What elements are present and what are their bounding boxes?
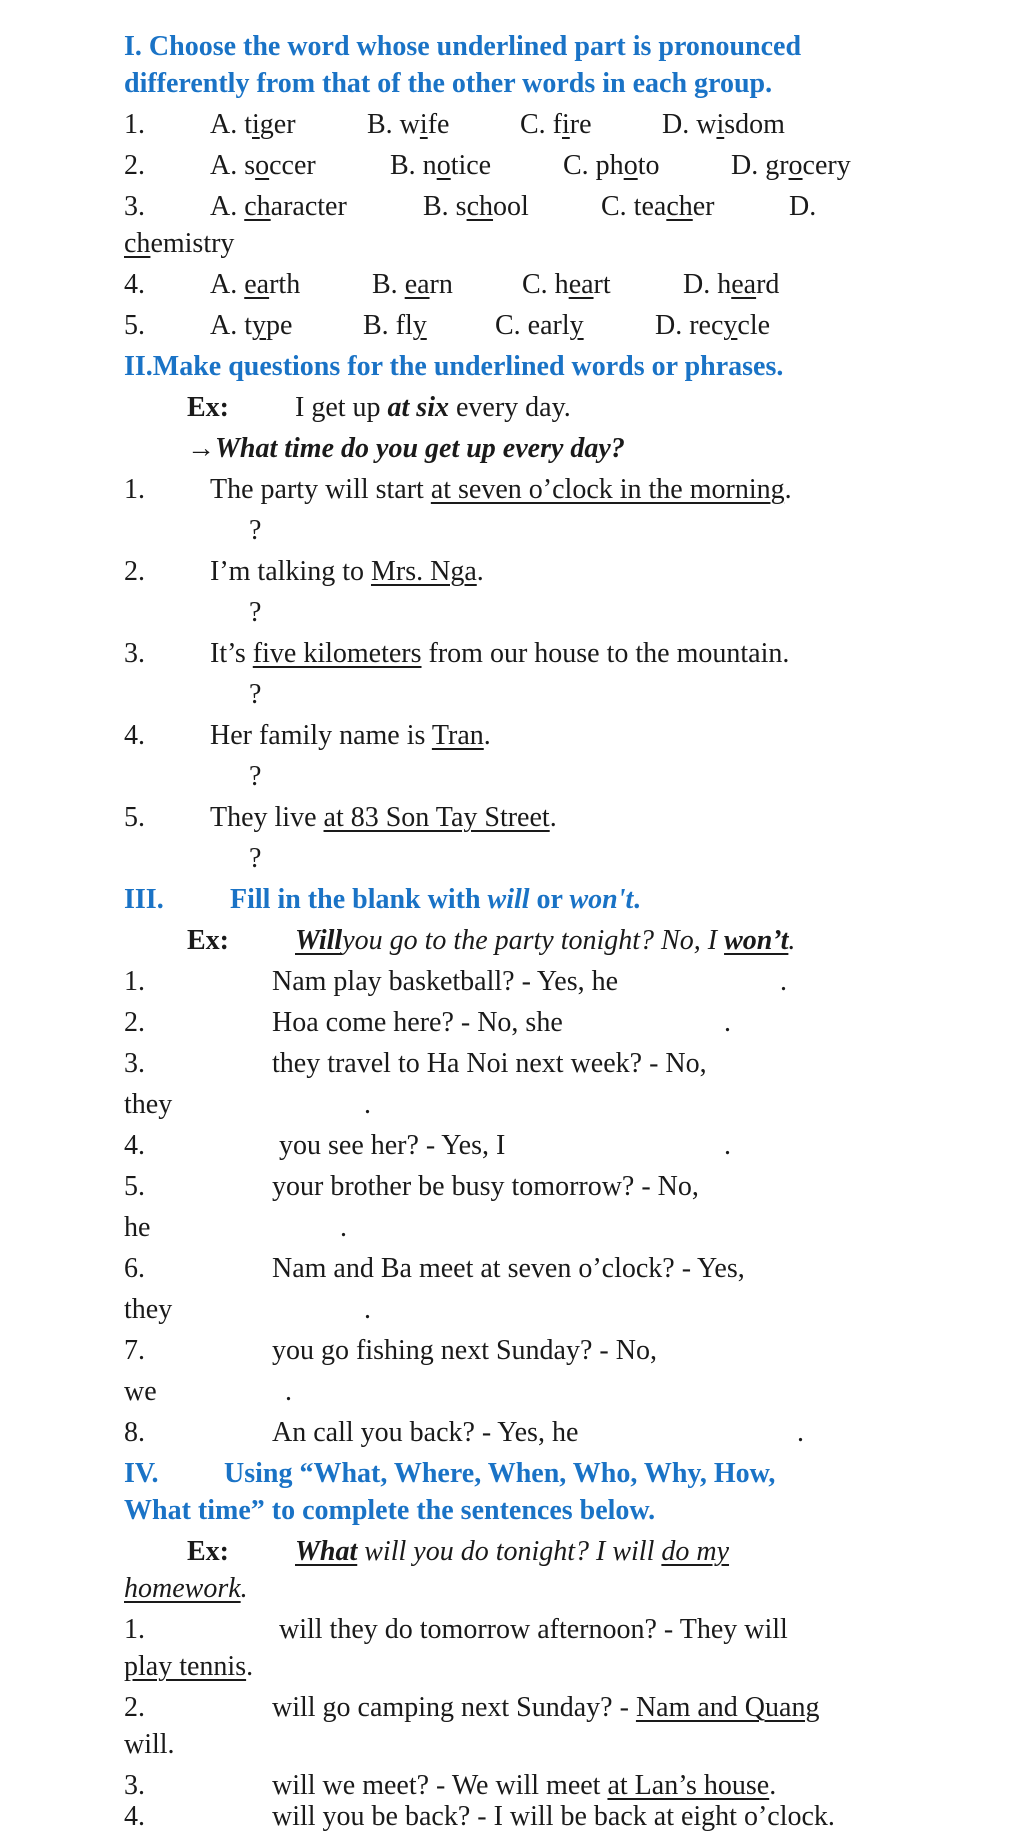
question-text: you go fishing next Sunday? - No, (272, 1335, 657, 1366)
answer-blank[interactable]: ? (249, 515, 262, 546)
section-4-heading-line2: What time” to complete the sentences below. (124, 1495, 656, 1526)
question-number: 1. (124, 109, 145, 140)
blank-end[interactable]: . (364, 1294, 371, 1325)
question-text: will we meet? - We will meet at Lan’s house. (272, 1770, 777, 1801)
question-number: 3. (124, 191, 145, 222)
section-1-heading-line1: I. Choose the word whose underlined part is pronounced (124, 31, 802, 62)
question-text: Hoa come here? - No, she (272, 1007, 563, 1038)
question-number: 4. (124, 720, 145, 751)
option-c: C. heart (522, 269, 611, 300)
example-label: Ex: (187, 1536, 229, 1567)
question-text: will they do tomorrow afternoon? - They will (279, 1614, 788, 1645)
answer-continuation: we (124, 1376, 157, 1407)
blank-end[interactable]: . (724, 1130, 731, 1161)
example-answer: →What time do you get up every day? (187, 433, 625, 464)
option-c: C. teacher (601, 191, 715, 222)
question-text: will go camping next Sunday? - Nam and Quang (272, 1692, 820, 1723)
question-number: 1. (124, 966, 145, 997)
question-text: they travel to Ha Noi next week? - No, (272, 1048, 707, 1079)
question-number: 7. (124, 1335, 145, 1366)
example-sentence: Willyou go to the party tonight? No, I won’t. (295, 925, 796, 956)
option-c: C. fire (520, 109, 592, 140)
answer-blank[interactable]: ? (249, 843, 262, 874)
question-number: 2. (124, 1007, 145, 1038)
question-number: 4. (124, 269, 145, 300)
question-text: Nam and Ba meet at seven o’clock? - Yes, (272, 1253, 745, 1284)
blank-end[interactable]: . (724, 1007, 731, 1038)
question-number: 2. (124, 556, 145, 587)
question-number: 3. (124, 1770, 145, 1801)
blank-end[interactable]: . (340, 1212, 347, 1243)
question-number: 4. (124, 1801, 145, 1832)
example-label: Ex: (187, 925, 229, 956)
option-d: D. (789, 191, 817, 222)
question-number: 5. (124, 802, 145, 833)
section-3-number: III. (124, 884, 164, 915)
option-a: A. type (210, 310, 293, 341)
question-number: 1. (124, 474, 145, 505)
example-label: Ex: (187, 392, 229, 423)
answer-continuation: they (124, 1294, 173, 1325)
question-text: you see her? - Yes, I (279, 1130, 506, 1161)
question-number: 3. (124, 1048, 145, 1079)
answer-continuation: they (124, 1089, 173, 1120)
blank-end[interactable]: . (364, 1089, 371, 1120)
answer-blank[interactable]: ? (249, 597, 262, 628)
question-sentence: I’m talking to Mrs. Nga. (210, 556, 484, 587)
option-c: C. photo (563, 150, 660, 181)
question-number: 1. (124, 1614, 145, 1645)
answer-continuation: he (124, 1212, 151, 1243)
question-text: Nam play basketball? - Yes, he (272, 966, 619, 997)
question-text: An call you back? - Yes, he (272, 1417, 579, 1448)
question-sentence: It’s five kilometers from our house to the mountain. (210, 638, 790, 669)
section-4-heading-line1: Using “What, Where, When, Who, Why, How, (224, 1458, 776, 1489)
answer-continuation: play tennis. (124, 1651, 254, 1682)
question-number: 6. (124, 1253, 145, 1284)
blank-end[interactable]: . (285, 1376, 292, 1407)
option-b: B. wife (367, 109, 450, 140)
option-a: A. character (210, 191, 347, 222)
question-number: 4. (124, 1130, 145, 1161)
blank-end[interactable]: . (797, 1417, 804, 1448)
option-d: D. heard (683, 269, 780, 300)
question-sentence: Her family name is Tran. (210, 720, 491, 751)
option-c: C. early (495, 310, 584, 341)
example-sentence: I get up at six every day. (295, 392, 571, 423)
section-4-number: IV. (124, 1458, 159, 1489)
option-b: B. notice (390, 150, 492, 181)
section-1-heading-line2: differently from that of the other words in each group. (124, 68, 773, 99)
question-number: 5. (124, 310, 145, 341)
option-b: B. school (423, 191, 529, 222)
section-3-heading: Fill in the blank with will or won't. (230, 884, 641, 915)
question-number: 8. (124, 1417, 145, 1448)
section-2-heading: II.Make questions for the underlined words or phrases. (124, 351, 784, 382)
question-text: will you be back? - I will be back at eight o’clock. (272, 1801, 835, 1832)
question-number: 2. (124, 1692, 145, 1723)
answer-blank[interactable]: ? (249, 679, 262, 710)
option-a: A. tiger (210, 109, 296, 140)
option-a: A. soccer (210, 150, 316, 181)
option-d: D. recycle (655, 310, 771, 341)
question-text: your brother be busy tomorrow? - No, (272, 1171, 699, 1202)
answer-blank[interactable]: ? (249, 761, 262, 792)
question-sentence: The party will start at seven o’clock in the morning. (210, 474, 792, 505)
option-a: A. earth (210, 269, 301, 300)
option-b: B. fly (363, 310, 427, 341)
option-d-continued: chemistry (124, 228, 235, 259)
example-sentence-continued: homework. (124, 1573, 248, 1604)
option-b: B. earn (372, 269, 453, 300)
question-number: 2. (124, 150, 145, 181)
answer-continuation: will. (124, 1729, 175, 1760)
option-d: D. grocery (731, 150, 851, 181)
option-d: D. wisdom (662, 109, 785, 140)
question-number: 3. (124, 638, 145, 669)
question-number: 5. (124, 1171, 145, 1202)
blank-end[interactable]: . (780, 966, 787, 997)
example-sentence: What will you do tonight? I will do my (295, 1536, 730, 1567)
question-sentence: They live at 83 Son Tay Street. (210, 802, 557, 833)
